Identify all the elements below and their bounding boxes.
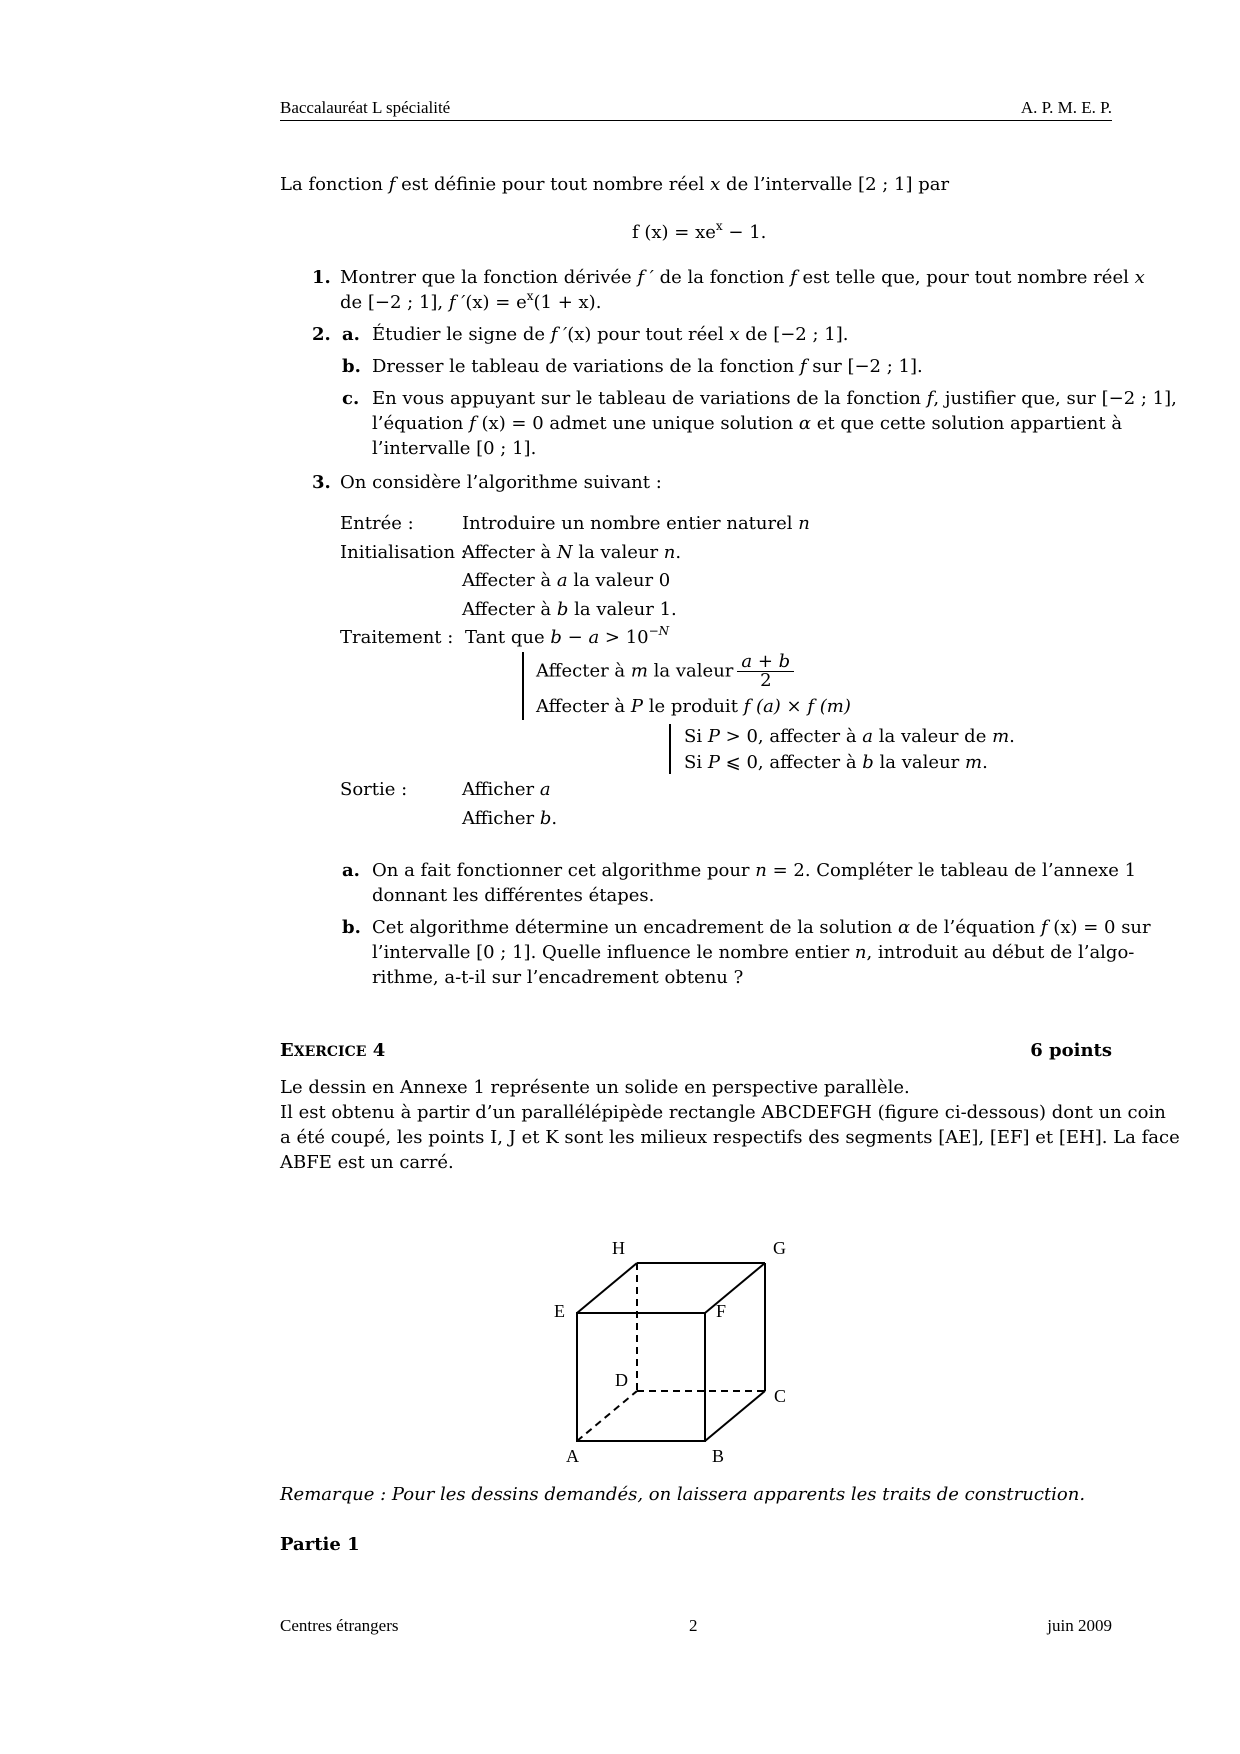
- algo-init-line3: Affecter à b la valeur 1.: [462, 599, 677, 620]
- algo-loop-line2: Affecter à P le produit f (a) × f (m): [536, 696, 851, 717]
- algo-entree-label: Entrée :: [340, 513, 414, 534]
- vertex-label-f: F: [716, 1301, 727, 1321]
- edge-fg: [705, 1263, 765, 1313]
- q1-line2: de [−2 ; 1], f $'(x) = e^x(1 + x)$.: [340, 289, 602, 313]
- algo-loop-bracket: [522, 652, 524, 720]
- cuboid-figure: [540, 1225, 800, 1465]
- q2a-label: a.: [342, 324, 360, 345]
- footer-page-number: 2: [689, 1616, 698, 1635]
- q3a-line1: On a fait fonctionner cet algorithme pour n = 2. Compléter le tableau de l’annexe 1: [372, 860, 1137, 881]
- algo-init-label: Initialisation :: [340, 542, 467, 563]
- exercice4-points: 6 points: [1030, 1040, 1112, 1061]
- q2c-line3: l’intervalle [0 ; 1].: [372, 438, 537, 459]
- q3b-line3: rithme, a-t-il sur l’encadrement obtenu ?: [372, 967, 744, 988]
- algo-sortie-line2: Afficher b.: [462, 808, 558, 829]
- header-right: A. P. M. E. P.: [1020, 98, 1112, 117]
- exercice4-p2-line3: ABFE est un carré.: [280, 1152, 454, 1173]
- vertex-label-d: D: [615, 1370, 628, 1390]
- edge-eh: [577, 1263, 637, 1313]
- q2c-label: c.: [342, 388, 360, 409]
- algo-si-line1: Si P > 0, affecter à a la valeur de m.: [684, 726, 1015, 747]
- header-rule: [280, 120, 1112, 121]
- q3a-label: a.: [342, 860, 360, 881]
- algo-tant-que: Tant que $b - a > 10^{-N}$: [465, 624, 670, 648]
- vertex-label-c: C: [774, 1386, 787, 1406]
- exercice4-p2-line2: a été coupé, les points I, J et K sont les milieux respectifs des segments [AE], [EF] et [EH]. La face: [280, 1127, 1180, 1148]
- algo-init-line2: Affecter à a la valeur 0: [462, 570, 671, 591]
- header-left: Baccalauréat L spécialité: [280, 98, 451, 117]
- q3-number: 3.: [312, 472, 331, 493]
- algo-init-line1: Affecter à N la valeur n.: [462, 542, 682, 563]
- vertex-label-e: E: [554, 1301, 565, 1321]
- algo-loop-line1: Affecter à m la valeur $\frac{a + b}{2}$: [536, 653, 794, 690]
- q2b-text: Dresser le tableau de variations de la fonction f sur [−2 ; 1].: [372, 356, 923, 377]
- footer-left: Centres étrangers: [280, 1616, 399, 1635]
- q1-line1: Montrer que la fonction dérivée f ′ de la fonction f est telle que, pour tout nombre réel x: [340, 267, 1145, 288]
- q3b-label: b.: [342, 917, 361, 938]
- q2b-label: b.: [342, 356, 361, 377]
- q3-intro: On considère l’algorithme suivant :: [340, 472, 662, 493]
- edge-ad-hidden: [577, 1391, 637, 1441]
- algo-si-line2: Si P ⩽ 0, affecter à b la valeur m.: [684, 752, 988, 773]
- algo-si-bracket: [669, 724, 671, 774]
- q3b-line2: l’intervalle [0 ; 1]. Quelle influence le nombre entier n, introduit au début de l’algo-: [372, 942, 1135, 963]
- q1-number: 1.: [312, 267, 331, 288]
- q3b-line1: Cet algorithme détermine un encadrement de la solution α de l’équation f (x) = 0 sur: [372, 917, 1151, 938]
- intro-formula: f $(x) = xe^x - 1$.: [632, 219, 767, 243]
- edge-bc: [705, 1391, 765, 1441]
- algo-sortie-label: Sortie :: [340, 779, 408, 800]
- algo-traitement-label: Traitement :: [340, 627, 454, 648]
- vertex-label-b: B: [712, 1446, 725, 1465]
- algo-entree-text: Introduire un nombre entier naturel n: [462, 513, 810, 534]
- vertex-label-g: G: [773, 1238, 786, 1258]
- vertex-label-h: H: [612, 1238, 625, 1258]
- q2a-text: Étudier le signe de f ′(x) pour tout réel x de [−2 ; 1].: [372, 324, 849, 345]
- q2c-line2: l’équation f (x) = 0 admet une unique solution α et que cette solution appartient à: [372, 413, 1123, 434]
- footer-right: juin 2009: [1047, 1616, 1112, 1635]
- exercice4-title: EXERCICE 4: [280, 1040, 386, 1061]
- partie-1-heading: Partie 1: [280, 1534, 360, 1555]
- q2-number: 2.: [312, 324, 331, 345]
- algo-fraction: $\frac{a + b}{2}$: [737, 653, 794, 690]
- q2c-line1: En vous appuyant sur le tableau de variations de la fonction f, justifier que, sur [−2 ; 1],: [372, 388, 1177, 409]
- face-abfe: [577, 1313, 705, 1441]
- remarque: Remarque : Pour les dessins demandés, on laissera apparents les traits de construction.: [280, 1484, 1086, 1505]
- exercice4-p1: Le dessin en Annexe 1 représente un solide en perspective parallèle.: [280, 1077, 910, 1098]
- exercice4-p2-line1: Il est obtenu à partir d’un parallélépipède rectangle ABCDEFGH (figure ci-dessous) dont un coin: [280, 1102, 1166, 1123]
- intro-paragraph: La fonction f est définie pour tout nombre réel x de l’intervalle [2 ; 1] par: [280, 174, 950, 195]
- q3a-line2: donnant les différentes étapes.: [372, 885, 655, 906]
- algo-sortie-line1: Afficher a: [462, 779, 551, 800]
- vertex-label-a: A: [566, 1446, 579, 1465]
